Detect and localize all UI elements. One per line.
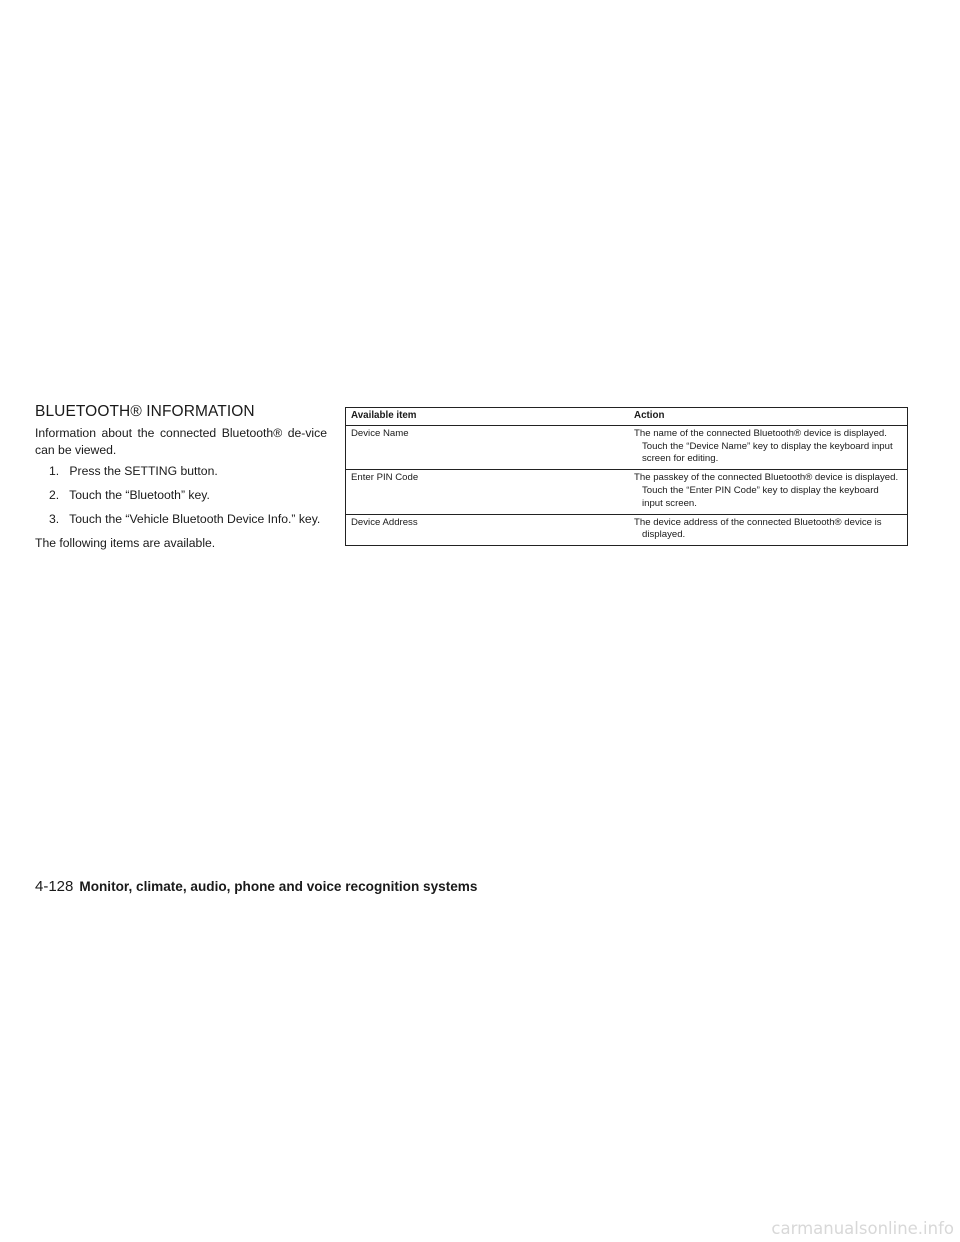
step-text: Touch the “Bluetooth” key. [69,488,210,502]
step-text: Touch the “Vehicle Bluetooth Device Info.” key. [69,512,321,526]
step-number: 1. [49,464,60,478]
intro-paragraph: Information about the connected Bluetooth® de-vice can be viewed. [35,426,327,457]
chapter-title: Monitor, climate, audio, phone and voice recognition systems [79,879,478,894]
cell-item: Enter PIN Code [346,470,630,514]
step-text: Press the SETTING button. [69,464,218,478]
cell-item: Device Name [346,425,630,469]
info-table-container [345,407,908,546]
cell-action-text: The device address of the connected Bluetooth® device is displayed. [634,516,882,541]
cell-action-text: The passkey of the connected Bluetooth® device is displayed. Touch the “Enter PIN Code” key to display the keyboard input screen. [634,472,899,509]
step-number: 2. [49,488,60,502]
cell-action [629,514,908,546]
table-row [346,470,908,514]
steps-list [35,463,327,528]
step-item [35,463,327,480]
page-footer [35,877,477,897]
cell-action-text: The name of the connected Bluetooth® device is displayed. Touch the “Device Name” key to display the keyboard input screen for editing. [634,427,893,465]
table-row [346,514,908,546]
table-row [346,425,908,469]
cell-action [629,425,908,469]
page-number: 4-128 [35,878,74,895]
watermark: carmanualsonline.info [771,1219,954,1238]
step-item [35,511,327,528]
step-item [35,487,327,504]
header-available-item: Available item [346,408,630,426]
section-title: BLUETOOTH® INFORMATION [35,403,255,420]
outro-paragraph: The following items are available. [35,536,216,550]
header-action: Action [629,408,908,426]
step-number: 3. [49,512,60,526]
cell-action [629,470,908,514]
cell-item: Device Address [351,516,418,528]
info-table [345,407,908,546]
left-column [35,402,327,552]
table-header-row [346,408,908,426]
